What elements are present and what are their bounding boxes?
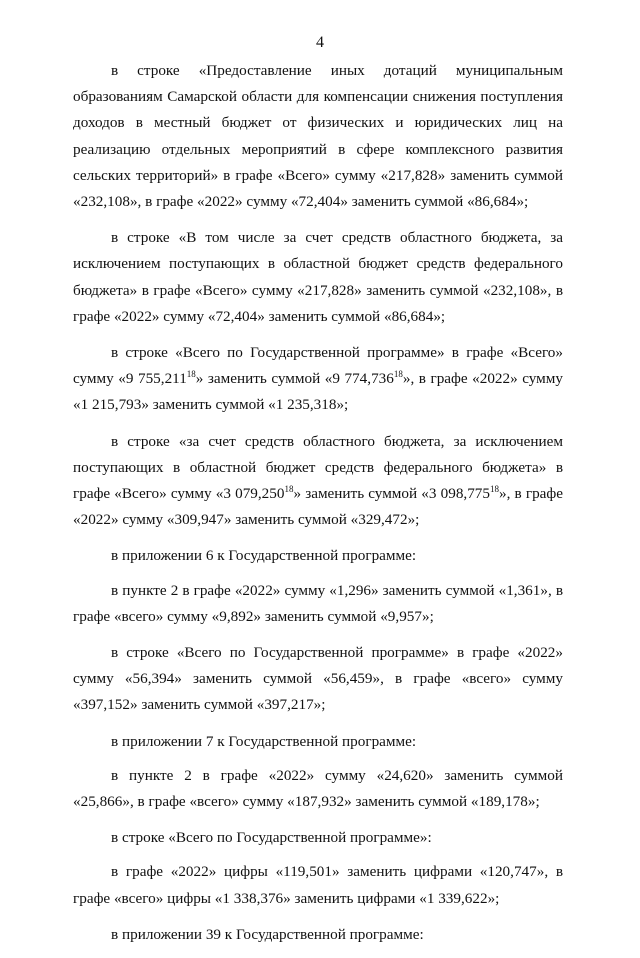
paragraph-4: в строке «за счет средств областного бюджета, за исключением поступающих в областной бюджет средств федерального бюджета» в графе «Всего» сумму «3 079,250$^{18}$» заменить суммой «3 098,775$^{18}$», в графе «2022» сумму «309,947» заменить суммой «329,472»; [73, 432, 564, 529]
paragraph-11: в графе «2022» цифры «119,501» заменить цифрами «120,747», в графе «всего» цифры «1 338,376» заменить цифрами «1 339,622»; [73, 863, 563, 907]
paragraph-8: в приложении 7 к Государственной программе: [111, 732, 417, 750]
paragraph-12: в приложении 39 к Государственной программе: [111, 925, 424, 943]
document-body [73, 58, 563, 958]
paragraph-9: в пункте 2 в графе «2022» сумму «24,620» заменить суммой «25,866», в графе «всего» сумму «187,932» заменить суммой «189,178»; [73, 766, 563, 811]
paragraph-3: в строке «Всего по Государственной программе» в графе «Всего» сумму «9 755,211$^{18}$» заменить суммой «9 774,736$^{18}$», в графе «2022» сумму «1 215,793» заменить суммой «1 235,318»; [73, 344, 563, 414]
paragraph-1: в строке «Предоставление иных дотаций муниципальным образованиям Самарской области для компенсации снижения поступления доходов в местный бюджет от физических и юридических лиц на реализацию отдельных мероприятий в сфере комплексного развития сельских территорий» в графе «Всего» сумму «217,828» заменить суммой «232,108», в графе «2022» сумму «72,404» заменить суммой «86,684»; [73, 62, 563, 211]
paragraph-6: в пункте 2 в графе «2022» сумму «1,296» заменить суммой «1,361», в графе «всего» сумму «9,892» заменить суммой «9,957»; [73, 581, 563, 625]
paragraph-10: в строке «Всего по Государственной программе»: [111, 829, 432, 847]
paragraph-2: в строке «В том числе за счет средств областного бюджета, за исключением поступающих в областной бюджет средств федерального бюджета» в графе «Всего» сумму «217,828» заменить суммой «232,108», в графе «2022» сумму «72,404» заменить суммой «86,684»; [73, 229, 563, 325]
paragraph-7: в строке «Всего по Государственной программе» в графе «2022» сумму «56,394» заменить суммой «56,459», в графе «всего» сумму «397,152» заменить суммой «397,217»; [73, 644, 563, 714]
paragraph-5: в приложении 6 к Государственной программе: [111, 547, 417, 565]
page-number: 4 [316, 34, 324, 51]
